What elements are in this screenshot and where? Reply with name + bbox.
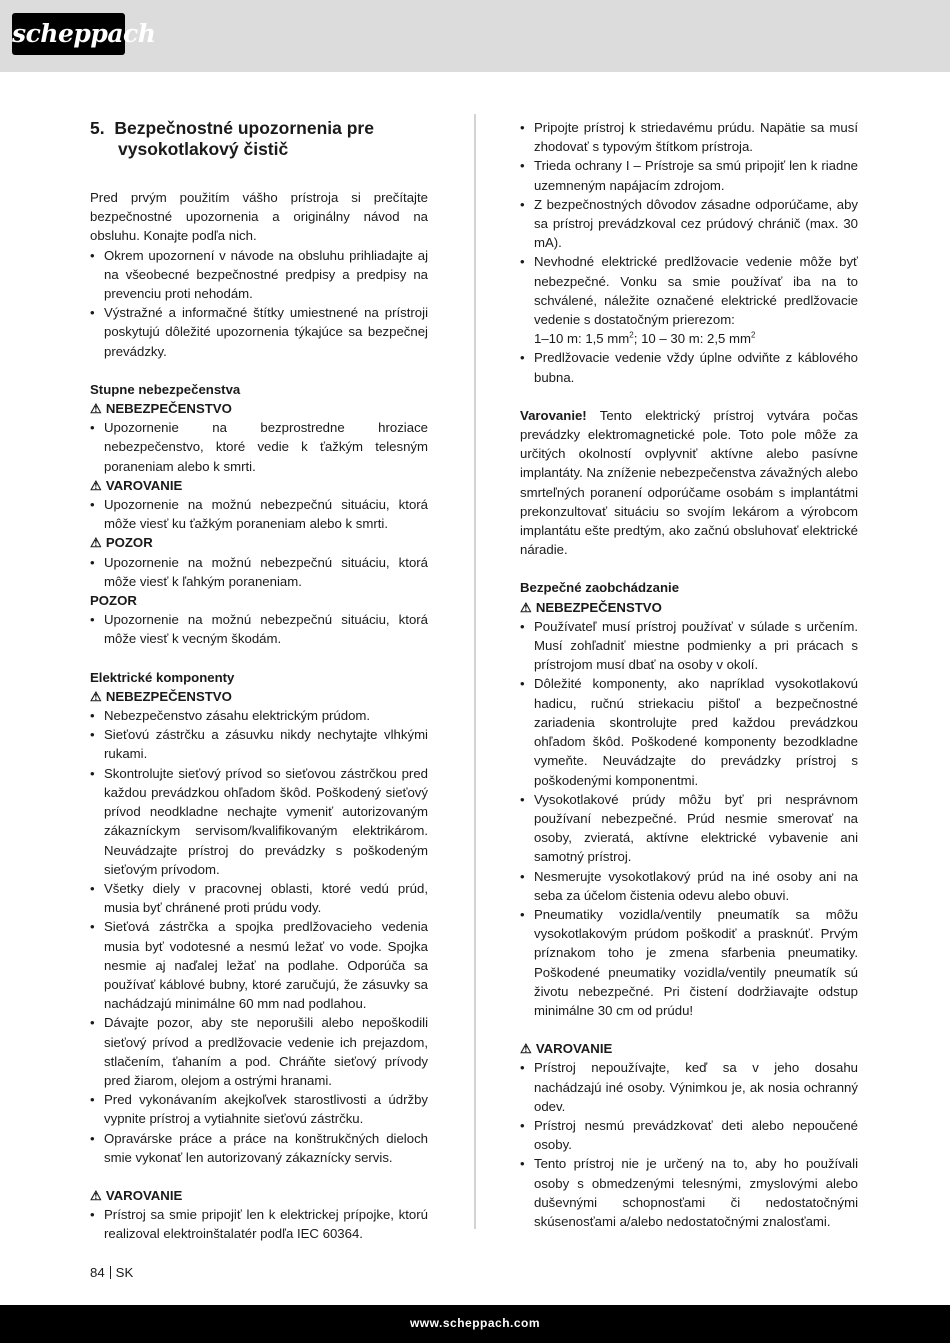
- section-title-text: Bezpečnostné upozornenia pre vysokotlakový čistič: [114, 118, 374, 159]
- list-item: • Upozornenie na možnú nebezpečnú situáciu, ktorá môže viesť ku ťažkým poraneniam alebo k smrti.: [90, 495, 428, 533]
- electrical-list: [90, 706, 428, 1167]
- list-item: • Sieťovú zástrčku a zásuvku nikdy nechytajte vlhkými rukami.: [90, 725, 428, 763]
- warning-triangle-icon: ⚠: [520, 599, 532, 615]
- warning-triangle-icon: ⚠: [90, 401, 102, 417]
- cable-sizes: 1–10 m: 1,5 $mm^2$; 10 – 30 m: 2,5 $mm^2$: [534, 330, 756, 347]
- list-item: • Nesmerujte vysokotlakový prúd na iné osoby ani na seba za účelom čistenia odevu alebo obuvi.: [520, 867, 858, 905]
- list-item: • Upozornenie na bezprostredne hroziace nebezpečenstvo, ktoré vedie k ťažkým telesným poraneniam alebo k smrti.: [90, 418, 428, 476]
- intro-paragraph: Pred prvým použitím vášho prístroja si prečítajte bezpečnostné upozornenia a originálny návod na obsluhu. Konajte podľa nich.: [90, 190, 428, 244]
- warning-triangle-icon: ⚠: [90, 535, 102, 551]
- power-list: [520, 118, 858, 387]
- warning-triangle-icon: ⚠: [90, 477, 102, 493]
- list-item: • Skontrolujte sieťový prívod so sieťovou zástrčkou pred každou prevádzkou ohľadom škôd. Poškodený sieťový prívod neodkladne nechajte vymeniť autorizovaným zákazníckym servisom/kvalifikovaným elektrikárom. Neuvádzajte prístroj do prevádzky s poškodeným sieťovým prívodom.: [90, 764, 428, 879]
- list-item: • Pripojte prístroj k striedavému prúdu. Napätie sa musí zhodovať s typovým štítkom prístroja.: [520, 118, 858, 156]
- footer-band: [0, 1305, 950, 1343]
- danger-label: ⚠ NEBEZPEČENSTVO: [520, 598, 858, 617]
- list-item: • Všetky diely v pracovnej oblasti, ktoré vedú prúd, musia byť chránené proti prúdu vody.: [90, 879, 428, 917]
- danger-label: ⚠ NEBEZPEČENSTVO: [90, 399, 428, 418]
- notice-label: POZOR: [90, 593, 137, 609]
- list-item: • Prístroj nepoužívajte, keď sa v jeho dosahu nachádzajú iné osoby. Výnimkou je, ak nosia ochranný odev.: [520, 1058, 858, 1116]
- list-item: • Nebezpečenstvo zásahu elektrickým prúdom.: [90, 706, 428, 725]
- list-item: • Opravárske práce a práce na konštrukčných dieloch smie vykonať len autorizovaný zákaznícky servis.: [90, 1129, 428, 1167]
- list-item: • Vysokotlakové prúdy môžu byť pri nesprávnom používaní nebezpečné. Prúd nesmie smerovať na osoby, zvieratá, aktívne elektrické vybavenie ani samotný prístroj.: [520, 790, 858, 867]
- list-item: • Používateľ musí prístroj používať v súlade s určením. Musí zohľadniť miestne podmienky a pri prácach s prístrojom musí dbať na osoby v okolí.: [520, 617, 858, 675]
- warning-label: ⚠ VAROVANIE: [90, 476, 428, 495]
- website-url[interactable]: www.scheppach.com: [409, 1316, 541, 1330]
- list-item: • Dávajte pozor, aby ste neporušili alebo nepoškodili sieťový prívod a predlžovacie vedenie ich prejazdom, stlačením, ťahaním a pod. Chráňte sieťový prívody pred žiarom, olejom a ostrými hranami.: [90, 1013, 428, 1090]
- safe-handling-list: [520, 617, 858, 1020]
- scheppach-logo: scheppach: [12, 13, 125, 55]
- list-item: • Dôležité komponenty, ako napríklad vysokotlakovú hadicu, ručnú striekaciu pištoľ a bezpečnostné zariadenia skontrolujte pred každou prevádzkou ohľadom škôd. Poškodené komponenty bezodkladne vymeňte. Neuvádzajte do prevádzky prístroj s poškodenými komponentmi.: [520, 674, 858, 789]
- section-number: 5.: [90, 118, 105, 138]
- warning-triangle-icon: ⚠: [520, 1041, 532, 1057]
- list-item: • Okrem upozornení v návode na obsluhu prihliadajte aj na všeobecné bezpečnostné predpisy a predpisy na prevenciu proti nehodám.: [90, 246, 428, 304]
- section-title: [90, 118, 428, 160]
- list-item: • Prístroj sa smie pripojiť len k elektrickej prípojke, ktorú realizoval elektroinštalatér podľa IEC 60364.: [90, 1205, 428, 1243]
- danger-label: ⚠ NEBEZPEČENSTVO: [90, 687, 428, 706]
- warning-label: ⚠ VAROVANIE: [520, 1039, 858, 1058]
- em-warning-paragraph: Varovanie! Tento elektrický prístroj vytvára počas prevádzky elektromagnetické pole. Toto pole môže za určitých okolností ovplyvniť aktívne alebo pasívne implantáty. Na zníženie nebezpečenstva závažných alebo smrteľných poranení odporúčame osobám s implantátmi prekonzultovať situáciu so svojím lekárom a výrobcom implantátu ešte predtým, ako začnú obsluhovať elektrické náradie.: [520, 407, 858, 558]
- list-item: • Z bezpečnostných dôvodov zásadne odporúčame, aby sa prístroj prevádzkoval cez prúdový chránič (max. 30 mA).: [520, 195, 858, 253]
- separator-bar: [110, 1266, 111, 1279]
- list-item: • Pneumatiky vozidla/ventily pneumatík sa môžu vysokotlakovým prúdom poškodiť a prasknúť. Prvým príznakom toho je zmena sfarbenia pneumatiky. Poškodené pneumatiky vozidla/ventily pneumatík sú životu nebezpečné. Pri čistení dodržiavajte odstup minimálne 30 cm od prúdu!: [520, 905, 858, 1020]
- warning-list: [520, 1058, 858, 1231]
- caution-label: ⚠ POZOR: [90, 533, 428, 552]
- electrical-heading: Elektrické komponenty: [90, 669, 235, 685]
- list-item: • Trieda ochrany I – Prístroje sa smú pripojiť len k riadne uzemneným napájacím zdrojom.: [520, 156, 858, 194]
- list-item: • Pred vykonávaním akejkoľvek starostlivosti a údržby vypnite prístroj a vytiahnite sieťovú zástrčku.: [90, 1090, 428, 1128]
- intro-list: [90, 246, 428, 361]
- page-number: 84 SK: [90, 1265, 134, 1280]
- list-item: • Sieťová zástrčka a spojka predlžovacieho vedenia musia byť vodotesné a nesmú ležať vo vode. Spojka nesmie aj naďalej ležať na podlahe. Odporúča sa používať káblové bubny, ktoré zaručujú, že zásuvky sa nachádzajú minimálne 60 mm nad podlahou.: [90, 917, 428, 1013]
- list-item: • Nevhodné elektrické predlžovacie vedenie môže byť nebezpečné. Vonku sa smie používať iba na to schválené, náležite označené elektrické predlžovacie vedenie s dostatočným prierezom: 1–10 m: 1,5 $mm^2$; 10 – 30 m: 2,5 $mm^2$: [520, 252, 858, 348]
- list-item: • Výstražné a informačné štítky umiestnené na prístroji poskytujú dôležité upozornenia týkajúce sa bezpečnej prevádzky.: [90, 303, 428, 361]
- safe-handling-heading: Bezpečné zaobchádzanie: [520, 580, 680, 596]
- list-item: • Upozornenie na možnú nebezpečnú situáciu, ktorá môže viesť k ľahkým poraneniam.: [90, 553, 428, 591]
- warning-triangle-icon: ⚠: [90, 1187, 102, 1203]
- em-warning-label: Varovanie!: [520, 407, 587, 423]
- left-column: [90, 118, 428, 1244]
- column-divider: [474, 114, 476, 1229]
- list-item: • Prístroj nesmú prevádzkovať deti alebo nepoučené osoby.: [520, 1116, 858, 1154]
- list-item: • Tento prístroj nie je určený na to, aby ho používali osoby s obmedzenými telesnými, zmyslovými alebo duševnými schopnosťami či nedostatočnými skúsenosťami a/alebo nedostatočnými znalosťami.: [520, 1154, 858, 1231]
- warning-label: ⚠ VAROVANIE: [90, 1186, 428, 1205]
- list-item: • Predlžovacie vedenie vždy úplne odviňte z káblového bubna.: [520, 348, 858, 386]
- hazard-levels-heading: Stupne nebezpečenstva: [90, 381, 241, 397]
- right-column: [520, 118, 858, 1231]
- warning-triangle-icon: ⚠: [90, 688, 102, 704]
- list-item: • Upozornenie na možnú nebezpečnú situáciu, ktorá môže viesť k vecným škodám.: [90, 610, 428, 648]
